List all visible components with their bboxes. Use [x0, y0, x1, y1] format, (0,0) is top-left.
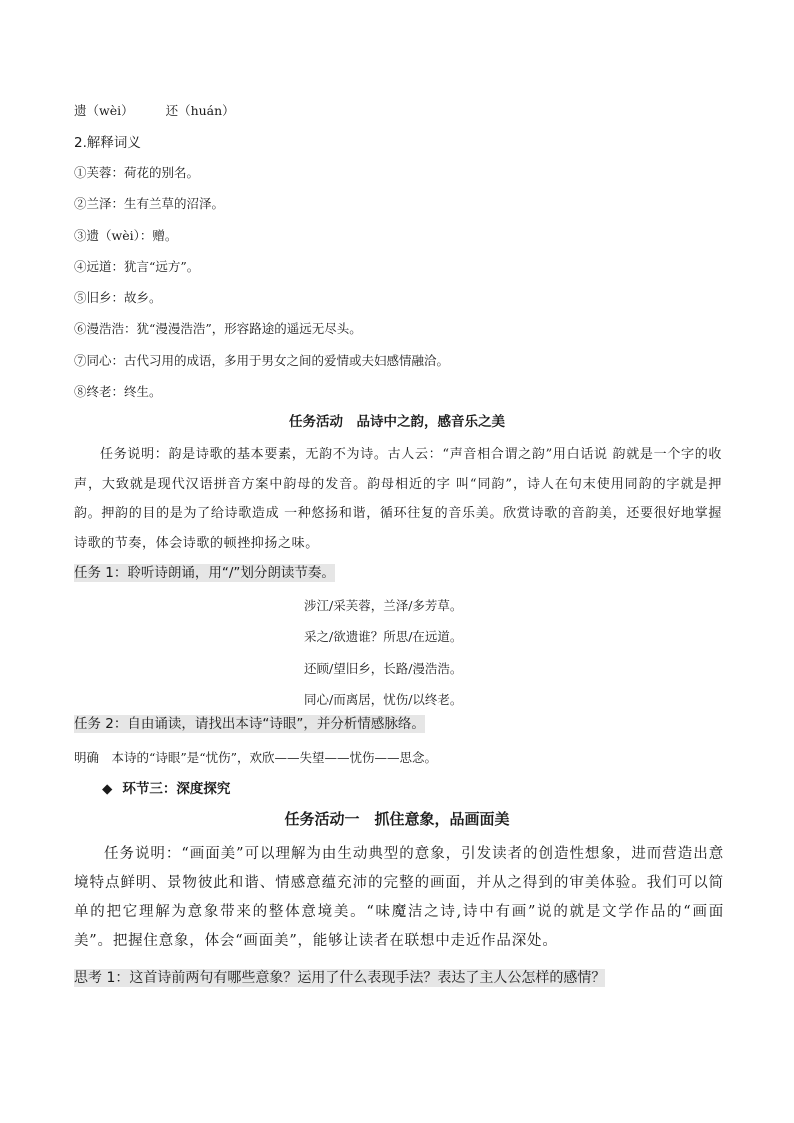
pronunciation-wei: 遗（wèi）: [74, 103, 134, 118]
section3-title: 环节三：深度探究: [122, 781, 231, 797]
think1-text: 思考 1：这首诗前两句有哪些意象？运用了什么表现手法？表达了主人公怎样的感情？: [74, 970, 606, 986]
poem-line-3: 还顾/望旧乡，长路/漫浩浩。: [304, 661, 463, 676]
task2-answer: 明确 本诗的“诗眼”是“忧伤”，欢欣——失望——忧伤——思念。: [74, 750, 438, 765]
section3-activity-title: 任务活动一 抓住意象，品画面美: [284, 810, 510, 828]
vocab-item-8: ⑧终老：终生。: [74, 384, 162, 399]
vocab-item-2: ②兰泽：生有兰草的沼泽。: [74, 196, 225, 211]
think1-prompt: [74, 971, 605, 985]
pronunciation-huan: 还（huán）: [165, 103, 235, 118]
vocab-item-5: ⑤旧乡：故乡。: [74, 290, 162, 305]
task2-text: 任务 2：自由诵读，请找出本诗“诗眼”，并分析情感脉络。: [74, 716, 425, 732]
pronunciation-line: [74, 105, 235, 118]
vocab-item-4: ④远道：犹言“远方”。: [74, 259, 200, 274]
vocab-item-1: ①芙蓉：荷花的别名。: [74, 165, 200, 180]
task2-prompt: [74, 718, 425, 732]
vocab-heading: 2.解释词义: [74, 135, 141, 151]
vocab-item-3: ③遗（wèi）：赠。: [74, 228, 178, 243]
poem-line-2: 采之/欲遗谁？所思/在远道。: [304, 629, 463, 644]
vocab-item-7: ⑦同心：古代习用的成语，多用于男女之间的爱情或夫妇感情融洽。: [74, 353, 450, 368]
poem-line-1: 涉江/采芙蓉，兰泽/多芳草。: [304, 598, 463, 613]
activity1-description: 任务说明：韵是诗歌的基本要素，无韵不为诗。古人云：“声音相合谓之韵”用白话说 韵就是一个字的收声，大致就是现代汉语拼音方案中韵母的发音。韵母相近的字 叫“同韵”，诗人在句末使用同韵的字就是押韵。押韵的目的是为了给诗歌造成 一种悠扬和谐，循环往复的音乐美。欣赏诗歌的音韵美，还要很好地掌握诗歌的节奏，体会诗歌的顿挫抑扬之味。: [74, 447, 722, 551]
bullet-diamond-icon: ◆: [102, 781, 113, 797]
poem-line-4: 同心/而离居，忧伤/以终老。: [304, 692, 463, 707]
activity1-title: 任务活动 品诗中之韵，感音乐之美: [289, 414, 505, 430]
task1-prompt: [74, 567, 335, 581]
vocab-item-6: ⑥漫浩浩：犹“漫漫浩浩”，形容路途的遥远无尽头。: [74, 321, 362, 336]
task1-text: 任务 1：聆听诗朗诵，用“/”划分朗读节奏。: [74, 565, 335, 581]
section3-description: 任务说明：“画面美”可以理解为由生动典型的意象，引发读者的创造性想象，进而营造出意境特点鲜明、景物彼此和谐、情感意蕴充沛的完整的画面，并从之得到的审美体验。我们可以简单的把它理解为意象带来的整体意境美。“味魔洁之诗,诗中有画”说的就是文学作品的“画面美”。把握住意象，体会“画面美”，能够让读者在联想中走近作品深处。: [74, 846, 724, 949]
section3-heading: [102, 783, 230, 797]
